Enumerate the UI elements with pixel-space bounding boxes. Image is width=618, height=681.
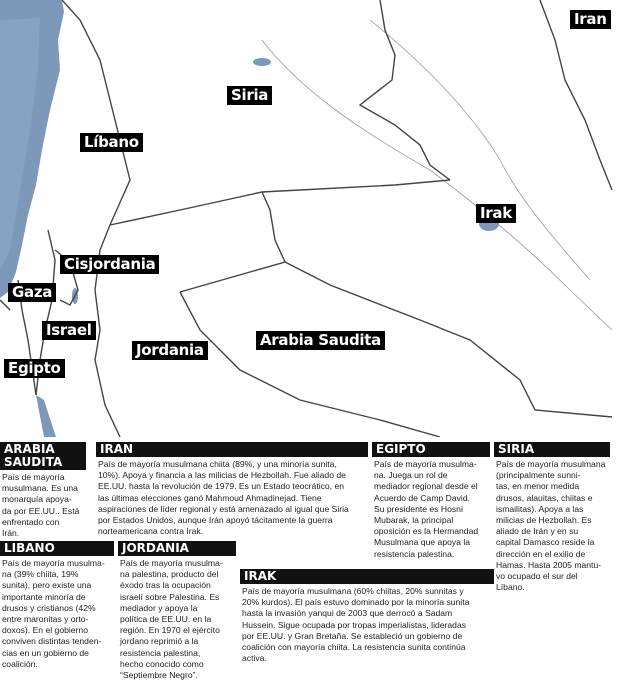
info-title-jordania: JORDANIA (118, 541, 236, 556)
label-israel: Israel (42, 321, 96, 340)
info-box-irak (240, 569, 494, 664)
label-jordania: Jordania (132, 341, 208, 360)
info-box-arabia-saudita (0, 442, 86, 539)
info-text-iran: País de mayoría musulmana chiita (89%, y una minoría sunita, 10%). Apoya y financia a las milicias de Hezbollah. Fue aliado de EE.UU. hasta la revolución de 1979. Es un Estado teocrático, en las últimas elecciones ganó Mahmoud Ahmadinejad. Tiene aspiraciones de líder regional y está amenazado al igual que Siria por Estados Unidos, aunque Irán apoyó tácitamente la guerra norteamericana contra Irak. (98, 459, 349, 537)
info-title-arabia-saudita: ARABIA SAUDITA (0, 442, 86, 470)
label-irak: Irak (476, 204, 516, 223)
info-text-egipto: País de mayoría musulma- na. Juega un rol de mediador regional desde el Acuerdo de Camp David. Su presidente es Hosni Mubarak, la principal oposición es la Hermandad Musulmana que apoya la resistencia palestina. (374, 459, 479, 559)
label-arabia-saudita: Arabia Saudita (256, 331, 385, 350)
label-libano: Líbano (80, 133, 143, 152)
info-text-jordania: País de mayoría musulma- na palestina, producto del éxodo tras la ocupación israelí sobre Palestina. Es mediador y apoya la política de EE.UU. en la región. En 1970 el ejército jordano reprimió a la resistencia palestina, hecho conocido como “Septiembre Negro”. (120, 558, 223, 681)
info-title-iran: IRAN (96, 442, 368, 457)
label-egipto: Egipto (4, 359, 65, 378)
label-iran: Iran (570, 10, 611, 29)
label-gaza: Gaza (8, 283, 56, 302)
label-cisjordania: Cisjordania (60, 255, 159, 274)
info-box-siria (494, 442, 610, 593)
info-title-siria: SIRIA (494, 442, 610, 457)
label-siria: Siria (227, 86, 272, 105)
info-title-irak: IRAK (240, 569, 494, 584)
info-text-irak: País de mayoría musulmana (60% chiitas, 20% sunnitas y 20% kurdos). El país estuvo dominado por la minoría sunita hasta la invasión yanqui de 2003 que derrocó a Sadam Hussein. Sigue ocupada por tropas imperialistas, lideradas por EE.UU. y Gran Bretaña. Se estableció un gobierno de coalición con mayoría chiita. La resistencia sunita continúa activa. (242, 586, 470, 664)
info-text-arabia-saudita: País de mayoría musulmana. Es una monarquía apoya- da por EE.UU.. Está enfrentado con Irán. (2, 472, 80, 539)
info-text-libano: País de mayoría musulma- na (39% chiita, 19% sunita), pero existe una importante minoría de drusos y cristianos (42% entre maronitas y orto- doxos). En el gobierno conviven distintas tenden- cias en un gobierno de coalición. (2, 558, 105, 669)
info-box-libano (0, 541, 114, 670)
info-title-egipto: EGIPTO (372, 442, 490, 457)
info-box-jordania (118, 541, 236, 681)
info-title-libano: LIBANO (0, 541, 114, 556)
info-box-egipto (372, 442, 490, 560)
info-text-siria: País de mayoría musulmana (principalmente sunni- tas, en menor medida drusos, alauitas, chiitas e ismailitas). Apoya a las milicias de Hezbollah. Es aliado de Irán y en su capital Damasco reside la dirección en el exilio de Hamas. Hasta 2005 mantu- vo ocupado el sur del Líbano. (496, 459, 606, 593)
info-box-iran (96, 442, 368, 537)
